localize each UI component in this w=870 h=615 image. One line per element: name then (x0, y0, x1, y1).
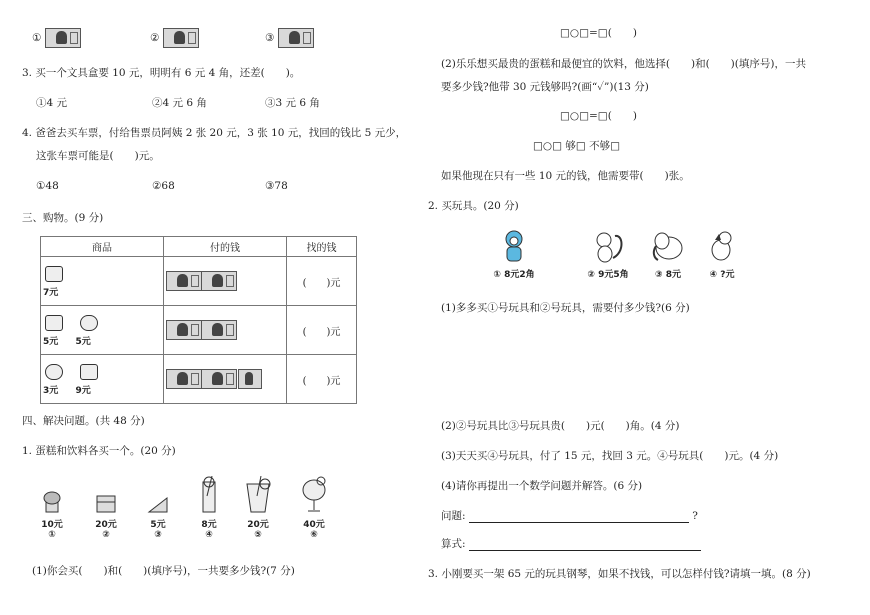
toy-question-4: (4)请你再提出一个数学问题并解答。(6 分) (441, 480, 643, 492)
food-item-3 (146, 488, 170, 540)
shopping-table (40, 236, 357, 404)
item-number: ② (102, 530, 110, 540)
header-change: 找的钱 (287, 237, 357, 257)
table-row (41, 306, 357, 355)
section-3-heading: 三、购物。(9 分) (22, 212, 104, 224)
change-cell: ( )元 (287, 355, 357, 404)
price-label: 20元 (247, 520, 269, 530)
donut-icon (45, 364, 63, 380)
equation-2: □○□=□( ) (560, 110, 637, 122)
banknote-icon (166, 271, 202, 291)
only-ten-yuan-question: 如果他现在只有一些 10 元的钱，他需要带( )张。 (441, 170, 690, 182)
toy-question-1: (1)多多买①号玩具和②号玩具，需要付多少钱?(6 分) (441, 302, 690, 314)
question-mark: ? (692, 510, 698, 522)
food-item-4 (196, 476, 222, 540)
problem-1-title: 1. 蛋糕和饮料各买一个。(20 分) (22, 445, 176, 457)
price-label: 5元 (43, 337, 59, 347)
header-paid: 付的钱 (164, 237, 287, 257)
problem-1-sub-1: (1)你会买( )和( )(填序号)，一共要多少钱?(7 分) (32, 565, 295, 577)
coin-note-icon (238, 369, 262, 389)
goods-cell (41, 257, 164, 306)
cake-icon (45, 266, 63, 282)
food-item-6 (300, 476, 328, 540)
formula-label: 算式: (441, 538, 466, 550)
q2-option-3 (265, 28, 314, 48)
q3-option-2: ②4 元 6 角 (152, 97, 207, 109)
q3-option-1: ①4 元 (36, 97, 68, 109)
enough-check: □○□ 够□ 不够□ (533, 140, 621, 152)
equation-1: □○□=□( ) (560, 27, 637, 39)
item-number: ③ (154, 530, 162, 540)
pizza-icon (80, 364, 98, 380)
q3-text: 3. 买一个文具盒要 10 元，明明有 6 元 4 角，还差( )。 (22, 67, 301, 79)
q4-option-2: ②68 (152, 180, 175, 192)
banknote-icon (166, 369, 202, 389)
table-row (41, 257, 357, 306)
item-number: ① (48, 530, 56, 540)
q4-text-line1: 4. 爸爸去买车票，付给售票员阿姨 2 张 20 元，3 张 10 元，找回的钱比 5 元少， (22, 127, 407, 139)
price-label: 10元 (41, 520, 63, 530)
monkey-icon (497, 228, 531, 264)
cake-slice-icon (147, 488, 169, 514)
toy-2 (582, 228, 634, 280)
toy-label: ② 9元5角 (587, 270, 629, 280)
change-cell: ( )元 (287, 257, 357, 306)
q4-option-1: ①48 (36, 180, 59, 192)
q2-option-2 (150, 28, 199, 48)
squirrel-icon (591, 228, 625, 264)
dinosaur-icon (705, 228, 739, 264)
toy-3 (646, 228, 690, 280)
price-label: 7元 (43, 288, 59, 298)
problem-1-sub-2-line1: (2)乐乐想买最贵的蛋糕和最便宜的饮料，他选择( )和( )(填序号)，一共 (441, 58, 806, 70)
toy-1 (488, 228, 540, 280)
q4-text-line2: 这张车票可能是( )元。 (36, 150, 160, 162)
banknote-icon (166, 320, 202, 340)
drink-glass-icon (197, 476, 221, 514)
option-number: ① (32, 32, 42, 44)
price-label: 40元 (303, 520, 325, 530)
cake-slice-icon (45, 315, 63, 331)
header-goods: 商品 (41, 237, 164, 257)
problem-3-text: 3. 小刚要买一架 65 元的玩具钢琴，如果不找钱，可以怎样付钱?请填一填。(8 分) (428, 568, 811, 580)
food-item-2 (94, 488, 118, 540)
layer-cake-icon (95, 488, 117, 514)
toy-label: ① 8元2角 (493, 270, 535, 280)
price-label: 20元 (95, 520, 117, 530)
formula-line (441, 536, 701, 551)
toy-label: ③ 8元 (654, 270, 682, 280)
price-label: 9元 (75, 386, 91, 396)
toy-question-2: (2)②号玩具比③号玩具贵( )元( )角。(4 分) (441, 420, 680, 432)
price-label: 8元 (201, 520, 217, 530)
food-item-5 (242, 476, 274, 540)
formula-answer-blank[interactable] (469, 550, 701, 551)
question-label: 问题: (441, 510, 466, 522)
cupcake-icon (41, 488, 63, 514)
price-label: 5元 (75, 337, 91, 347)
elephant-icon (650, 228, 686, 264)
banknote-icon (201, 271, 237, 291)
paid-cell (164, 355, 287, 404)
item-number: ④ (205, 530, 213, 540)
problem-2-title: 2. 买玩具。(20 分) (428, 200, 519, 212)
table-row (41, 355, 357, 404)
banknote-icon (201, 369, 237, 389)
goods-cell (41, 355, 164, 404)
cupcake-icon (80, 315, 98, 331)
food-item-1 (40, 488, 64, 540)
price-label: 5元 (150, 520, 166, 530)
item-number: ⑤ (254, 530, 262, 540)
paid-cell (164, 306, 287, 355)
problem-1-sub-2-line2: 要多少钱?他带 30 元钱够吗?(画“✓”)(13 分) (441, 81, 649, 93)
q3-option-3: ③3 元 6 角 (265, 97, 320, 109)
question-answer-blank[interactable] (469, 522, 689, 523)
item-number: ⑥ (310, 530, 318, 540)
banknote-icon (163, 28, 199, 48)
section-4-heading: 四、解决问题。(共 48 分) (22, 415, 145, 427)
question-line (441, 508, 698, 523)
option-number: ② (150, 32, 160, 44)
banknote-icon (278, 28, 314, 48)
banknote-icon (201, 320, 237, 340)
change-cell: ( )元 (287, 306, 357, 355)
banknote-icon (45, 28, 81, 48)
toy-label: ④ ?元 (709, 270, 735, 280)
cocktail-glass-icon (301, 476, 327, 514)
juice-glass-icon (243, 476, 273, 514)
price-label: 3元 (43, 386, 59, 396)
table-header-row (41, 237, 357, 257)
goods-cell (41, 306, 164, 355)
q4-option-3: ③78 (265, 180, 288, 192)
toy-question-3: (3)天天买④号玩具，付了 15 元，找回 3 元。④号玩具( )元。(4 分) (441, 450, 779, 462)
paid-cell (164, 257, 287, 306)
q2-option-1 (32, 28, 81, 48)
option-number: ③ (265, 32, 275, 44)
toy-4 (704, 228, 740, 280)
